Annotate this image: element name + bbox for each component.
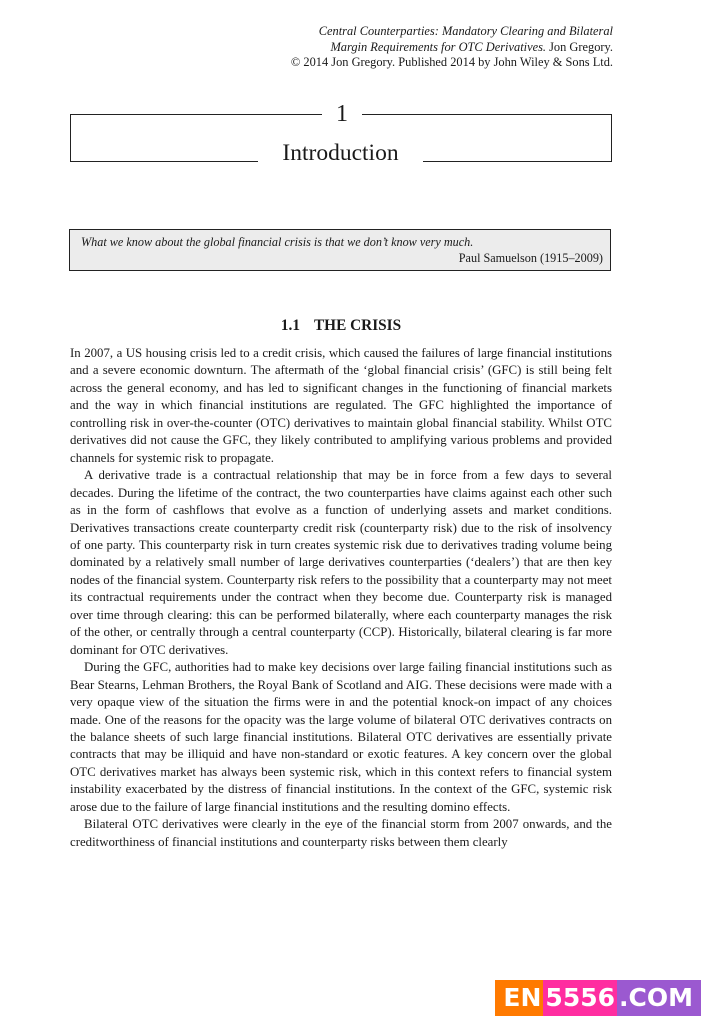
watermark-part-2: 5556: [543, 980, 617, 1016]
paragraph: During the GFC, authorities had to make key decisions over large failing financial institutions such as Bear Stearns, Lehman Brothers, the Royal Bank of Scotland and AIG. These decisions were made with a very opaque view of the situation the firms were in and the potential knock-on impact of any choices made. One of the reasons for the opacity was the large volume of bilateral OTC derivatives contracts on the balance sheets of such large financial institutions. Bilateral OTC derivatives are essentially private contracts that may be illiquid and have non-standard or exotic features. A key concern over the global OTC derivatives market has always been systemic risk, which in this context refers to financial system instability exacerbated by the distress of financial institutions. In the context of the GFC, systemic risk arose due to the failure of large financial institutions and the resulting domino effects.: [70, 660, 612, 814]
epigraph-attribution: Paul Samuelson (1915–2009): [458, 251, 603, 265]
watermark-part-1: EN: [495, 980, 543, 1016]
section-heading: [0, 316, 682, 336]
site-watermark-logo: [495, 980, 701, 1016]
paragraph: A derivative trade is a contractual relationship that may be in force from a few days to several decades. During the lifetime of the contract, the two counterparties have claims against each other such as in the form of cashflows that evolve as a function of underlying assets and market conditions. Derivatives transactions create counterparty credit risk (counterparty risk) due to the risk of insolvency of one party. This counterparty risk in turn creates systemic risk due to derivatives trading volume being dominated by a relatively small number of large derivatives counterparties (‘dealers’) that are then key nodes of the financial system. Counterparty risk refers to the possibility that a counterparty may not meet its contractual requirements under the contract when they become due. Counterparty risk is managed over time through clearing: this can be performed bilaterally, where each counterparty manages the risk of the other, or centrally through a central counterparty (CCP). Historically, bilateral clearing is far more dominant for OTC derivatives.: [70, 468, 612, 657]
body-text: [70, 345, 612, 851]
book-title-line-2-with-author: [193, 40, 613, 56]
source-citation-header: [193, 24, 613, 71]
section-title: THE CRISIS: [313, 317, 402, 334]
book-title-line-2: Margin Requirements for OTC Derivatives.: [330, 39, 546, 54]
paragraph: In 2007, a US housing crisis led to a credit crisis, which caused the failures of large financial institutions and a severe economic downturn. The aftermath of the ‘global financial crisis’ (GFC) is still being felt across the general economy, and has led to significant changes in the functioning of financial markets and the way in which financial institutions are regulated. The GFC highlighted the importance of controlling risk in over-the-counter (OTC) derivatives to maintain global financial stability. Whilst OTC derivatives did not cause the GFC, they likely contributed to amplifying various problems and provided channels for systemic risk to propagate.: [70, 346, 612, 465]
author-name: Jon Gregory.: [549, 39, 613, 54]
chapter-number: 1: [322, 98, 362, 132]
paragraph: Bilateral OTC derivatives were clearly in the eye of the financial storm from 2007 onwards, and the creditworthiness of financial institutions and counterparty risks between them clearly: [70, 817, 612, 849]
epigraph-box: [69, 229, 611, 271]
section-number: 1.1: [280, 317, 300, 334]
epigraph-quote: What we know about the global financial crisis is that we don’t know very much.: [81, 235, 474, 249]
copyright-line: © 2014 Jon Gregory. Published 2014 by John Wiley & Sons Ltd.: [290, 55, 613, 69]
book-title-line-1: Central Counterparties: Mandatory Clearing and Bilateral: [318, 24, 613, 38]
chapter-title: Introduction: [258, 137, 423, 171]
watermark-part-3: .COM: [617, 980, 701, 1016]
